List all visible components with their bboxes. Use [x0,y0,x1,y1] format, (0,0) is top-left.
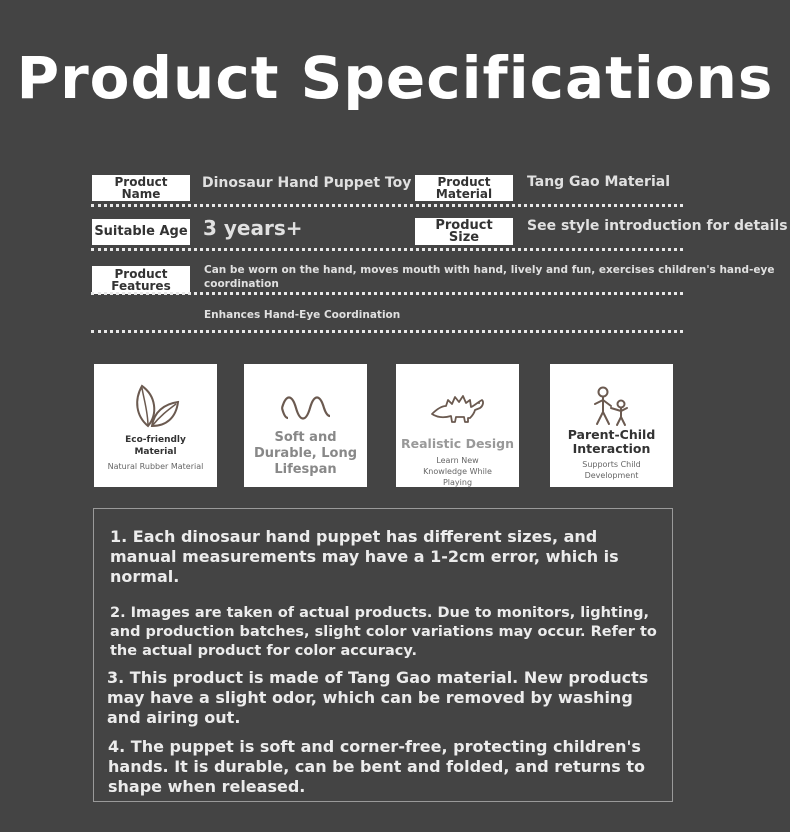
divider [91,248,683,251]
feature-card-realistic [396,364,519,487]
note-2: 2. Images are taken of actual products. Due to monitors, lighting, and production batches, slight color variations may occur. Refer to the actual product for color accuracy. [110,605,657,659]
note-1: 1. Each dinosaur hand puppet has different sizes, and manual measurements may have a 1-2cm error, which is normal. [110,527,619,586]
page-title: Product Specifications [16,44,774,112]
feature-card-durable [244,364,367,487]
product-features-value: Can be worn on the hand, moves mouth with hand, lively and fun, exercises children's hand-eye coordination [204,264,775,290]
divider [91,292,683,295]
product-size-value: See style introduction for details [527,218,788,234]
divider [91,330,683,333]
feature-card-eco [94,364,217,487]
product-name-label: Product Name [92,175,190,201]
leaf-icon [94,382,217,430]
extra-feature-line: Enhances Hand-Eye Coordination [204,309,401,321]
card-title: Realistic Design [401,436,514,451]
card-subtitle: Supports Child Development [582,460,641,480]
card-title: Soft and Durable, Long Lifespan [253,430,358,477]
feature-card-parent-child [550,364,673,487]
product-name-value: Dinosaur Hand Puppet Toy [202,175,412,191]
dinosaur-icon [396,388,519,426]
card-title: Eco-friendly Material [125,435,186,457]
divider [91,204,683,207]
suitable-age-label: Suitable Age [92,219,190,245]
note-4: 4. The puppet is soft and corner-free, protecting children's hands. It is durable, can be bent and folded, and returns to shape when released. [108,737,646,796]
card-subtitle: Natural Rubber Material [107,462,204,471]
wave-icon [244,390,367,426]
parent-child-icon [550,386,673,428]
suitable-age-value: 3 years+ [203,216,303,240]
product-size-label: Product Size [415,218,513,245]
product-material-value: Tang Gao Material [527,174,671,190]
card-title: Parent-Child Interaction [567,427,656,456]
note-3: 3. This product is made of Tang Gao material. New products may have a slight odor, which can be removed by washing and airing out. [107,668,649,727]
product-material-label: Product Material [415,175,513,201]
product-features-label: Product Features [92,266,190,294]
card-subtitle: Learn New Knowledge While Playing [423,456,492,487]
